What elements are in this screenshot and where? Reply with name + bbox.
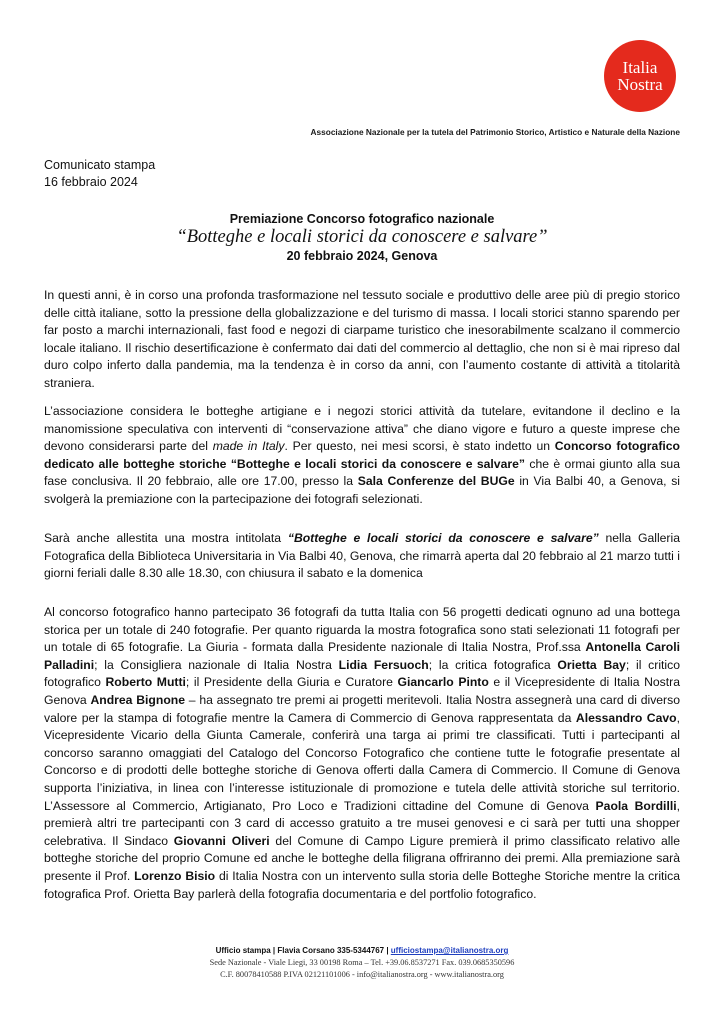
paragraph-context: In questi anni, è in corso una profonda trasformazione nel tessuto sociale e produttivo delle aree più di pregio storico delle città italiane, sotto la pressione della globalizzazione e del turismo di massa. I locali storici stanno sparendo per far posto a marchi internazionali, fast food e negozi di ciarpame turistico che inesorabilmente scalzano il commercio locale italiano. Il rischio desertificazione è confermato dai dati del commercio al dettaglio, che non si è mai ripreso dal duro colpo inferto dalla pandemia, ma la tendenza è in corso da anni, con l’aumento costante di attività a titolarità straniera.: [44, 288, 680, 390]
paragraph-jury-prizes: Al concorso fotografico hanno partecipato 36 fotografi da tutta Italia con 56 progetti dedicati ognuno ad una bottega storica per un totale di 240 fotografie. Per quanto riguarda la mostra fotografica sono stati selezionati 11 fotografi per un totale di 65 fotografie. La Giuria - formata dalla Presidente nazionale di Italia Nostra, Prof.ssa Antonella Caroli Palladini; la Consigliera nazionale di Italia Nostra Lidia Fersuoch; la critica fotografica Orietta Bay; il critico fotografico Roberto Mutti; il Presidente della Giuria e Curatore Giancarlo Pinto e il Vicepresidente di Italia Nostra Genova Andrea Bignone – ha assegnato tre premi ai progetti meritevoli. Italia Nostra assegnerà una card di diverso valore per la stampa di fotografie mentre la Camera di Commercio di Genova rappresentata da Alessandro Cavo, Vicepresidente Vicario della Giunta Camerale, conferirà una targa ai primi tre classificati. Tutti i partecipanti al concorso saranno omaggiati del Catalogo del Concorso Fotografico che contiene tutte le fotografie presentate al Concorso e di prodotti delle botteghe storiche di Genova offerti dalla Camera di Commercio. Il Comune di Genova supporta l’iniziativa, in linea con l’interesse istituzionale di promozione e tutela delle attività storiche sul territorio. L’Assessore al Commercio, Artigianato, Pro Loco e Tradizioni cittadine del Comune di Genova Paola Bordilli, premierà altri tre partecipanti con 3 card di accesso gratuito a tre musei genovesi e ci sarà per tutti una shopper celebrativa. Il Sindaco Giovanni Oliveri del Comune di Campo Ligure premierà il primo classificato relativo alle botteghe storiche del proprio Comune ed anche le botteghe della filigrana offriranno dei premi. Alla premiazione sarà presente il Prof. Lorenzo Bisio di Italia Nostra con un intervento sulla storia delle Botteghe Storiche mentre la critica fotografica Prof. Orietta Bay parlerà della fotografia documentaria e del portfolio fotografico.: [44, 605, 681, 901]
made-in-italy-text: made in Italy: [212, 439, 285, 454]
event-date-location: 20 febbraio 2024, Genova: [286, 249, 438, 263]
contest-name: Concorso fotografico dedicato alle botteghe storiche “Botteghe e locali storici da conoscere e salvare”: [44, 439, 680, 471]
press-email-link[interactable]: ufficiostampa@italianostra.org: [390, 946, 509, 955]
person-name: Roberto Mutti: [105, 675, 186, 690]
person-name: Giovanni Oliveri: [173, 833, 270, 848]
person-name: Giancarlo Pinto: [397, 675, 489, 690]
person-name: Antonella Caroli Palladini: [44, 640, 681, 672]
press-release-date: 16 febbraio 2024: [44, 175, 138, 189]
press-release-label: Comunicato stampa: [44, 158, 156, 172]
footer-press-office: Ufficio stampa | Flavia Corsano 335-5344767 | ufficiostampa@italianostra.org: [215, 946, 509, 955]
paragraph-association: L’associazione considera le botteghe artigiane e i negozi storici attività da tutelare, evitandone il declino e la manomissione speculativa con interventi di “conservazione attiva” che diano vigore e futuro a queste imprese che devono considerarsi parte del made in Italy. Per questo, nei mesi scorsi, è stato indetto un Concorso fotografico dedicato alle botteghe storiche “Botteghe e locali storici da conoscere e salvare” che è ormai giunto alla sua fase conclusiva. Il 20 febbraio, alle ore 17.00, presso la Sala Conferenze del BUGe in Via Balbi 40, a Genova, si svolgerà la premiazione con la partecipazione dei fotografi selezionati.: [44, 404, 680, 506]
exhibition-title: “Botteghe e locali storici da conoscere e salvare”: [287, 531, 599, 545]
association-tagline: Associazione Nazionale per la tutela del Patrimonio Storico, Artistico e Naturale della Nazione: [310, 127, 680, 137]
logo-line-1: Italia: [622, 58, 658, 77]
venue-name: Sala Conferenze del BUGe: [357, 474, 515, 489]
footer-legal: C.F. 80078410588 P.IVA 02121101006 - info@italianostra.org - www.italianostra.org: [220, 970, 504, 979]
person-name: Alessandro Cavo: [575, 710, 677, 725]
person-name: Lidia Fersuoch: [338, 657, 429, 672]
press-release-header: [44, 157, 155, 191]
footer-address: Sede Nazionale - Viale Liegi, 33 00198 Roma – Tel. +39.06.8537271 Fax. 039.0685350596: [209, 958, 515, 967]
italia-nostra-logo: [604, 40, 676, 112]
person-name: Paola Bordilli: [595, 798, 677, 813]
page-title: “Botteghe e locali storici da conoscere e salvare”: [176, 227, 548, 247]
person-name: Andrea Bignone: [90, 692, 185, 707]
person-name: Orietta Bay: [557, 657, 626, 672]
paragraph-exhibition: Sarà anche allestita una mostra intitolata “Botteghe e locali storici da conoscere e salvare” nella Galleria Fotografica della Biblioteca Universitaria in Via Balbi 40, Genova, che rimarrà aperta dal 20 febbraio al 21 marzo tutti i giorni feriali dalle 8.30 alle 18.30, con chiusura il sabato e la domenica: [44, 531, 680, 581]
title-kicker: Premiazione Concorso fotografico nazionale: [229, 212, 495, 226]
person-name: Lorenzo Bisio: [134, 868, 216, 883]
logo-line-2: Nostra: [617, 75, 663, 94]
